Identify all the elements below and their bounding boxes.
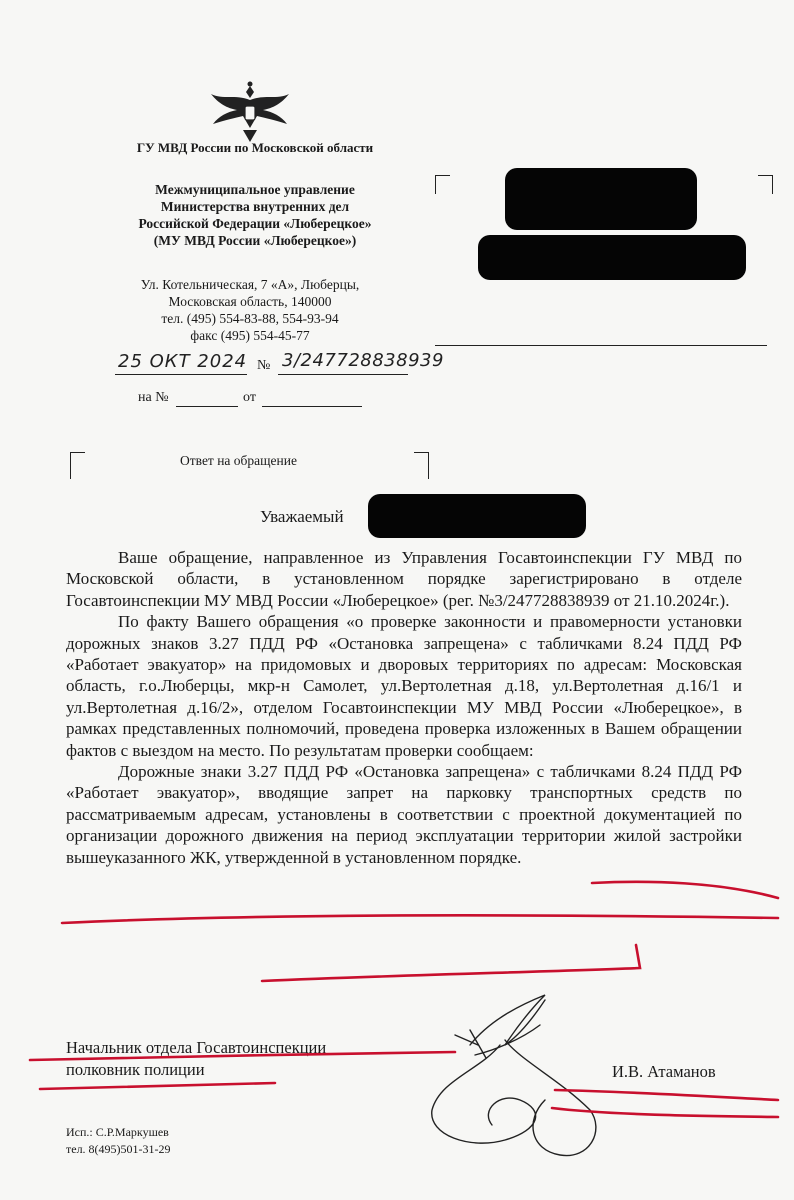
org-line-3: Российской Федерации «Люберецкое» <box>138 216 372 231</box>
reference-number-label: на № <box>138 390 169 405</box>
address-line-2: Московская область, 140000 <box>168 294 332 309</box>
paragraph-2: По факту Вашего обращения «о проверке законности и правомерности установки дорожных знаков 3.27 ПДД РФ «Остановка запрещена» с табличками 8.24 ПДД РФ «Работает эвакуатор» на придомовых и дворовых территориях по адресам: Московская область, г.о.Люберцы, мкр-н Самолет, ул.Вертолетная д.18, ул.Вертолетная д.16/1 и ул.Вертолетная д.16/2», отделом Госавтоинспекции МУ МВД России «Люберецкое», в рамках представленных полномочий, проведена проверка изложенных в Вашем обращении фактов с выездом на место. По результатам проверки сообщаем: <box>66 612 742 760</box>
ministry-name: ГУ МВД России по Московской области <box>136 140 374 155</box>
paragraph-3: Дорожные знаки 3.27 ПДД РФ «Остановка запрещена» с табличками 8.24 ПДД РФ «Работает эвакуатор», вводящие запрет на парковку транспортных средств по рассматриваемым адресам, установлены в соответствии с проектной документацией по организации дорожного движения на период эксплуатации территории жилой застройки вышеуказанного ЖК, утвержденной в установленном порядке. <box>66 762 742 867</box>
greeting: Уважаемый <box>260 507 344 526</box>
executor-phone: тел. 8(495)501-31-29 <box>66 1142 171 1156</box>
signatory-name: И.В. Атаманов <box>612 1062 716 1081</box>
org-line-4: (МУ МВД России «Люберецкое») <box>153 233 357 248</box>
address-line-3: тел. (495) 554-83-88, 554-93-94 <box>161 311 339 326</box>
org-line-2: Министерства внутренних дел <box>160 199 350 214</box>
number-label: № <box>257 358 271 373</box>
org-line-1: Межмуниципальное управление <box>155 182 355 197</box>
address-line-1: Ул. Котельническая, 7 «А», Люберцы, <box>140 277 360 292</box>
reference-date-label: от <box>243 390 256 405</box>
paragraph-1: Ваше обращение, направленное из Управления Госавтоинспекции ГУ МВД по Московской области, в установленном порядке зарегистрировано в отделе Госавтоинспекции МУ МВД России «Люберецкое» (рег. №3/247728838939 от 21.10.2024г.). <box>66 548 742 610</box>
executor-name: Исп.: С.Р.Маркушев <box>66 1125 169 1139</box>
signatory-title-line-2: полковник полиции <box>66 1060 205 1079</box>
registration-number: 3/247728838939 <box>282 350 444 371</box>
registration-date: 25 ОКТ 2024 <box>118 351 248 372</box>
executor-block <box>66 1124 171 1158</box>
address-line-4: факс (495) 554-45-77 <box>190 328 310 343</box>
signatory-title-line-1: Начальник отдела Госавтоинспекции <box>66 1038 327 1057</box>
subject-line: Ответ на обращение <box>180 453 297 468</box>
